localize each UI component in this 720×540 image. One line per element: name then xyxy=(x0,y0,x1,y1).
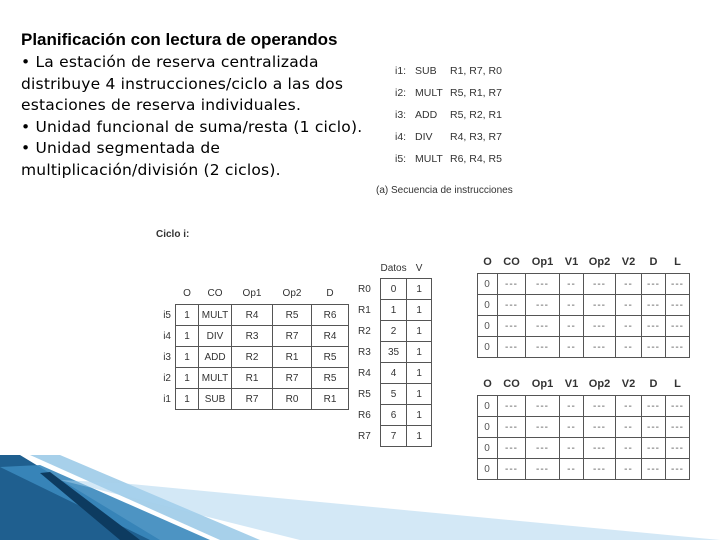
table-row xyxy=(143,347,349,368)
sequence-row xyxy=(395,87,502,109)
column-header: D xyxy=(649,256,658,268)
table-cell: --- xyxy=(498,295,526,316)
row-label: R3 xyxy=(358,346,371,358)
sequence-row xyxy=(395,131,502,153)
table-cell: --- xyxy=(498,417,526,438)
table-cell: MULT xyxy=(199,368,232,389)
table-cell: 0 xyxy=(478,396,498,417)
table-cell: --- xyxy=(642,417,666,438)
table-row xyxy=(358,426,432,447)
column-header: D xyxy=(326,287,334,299)
column-header: Op1 xyxy=(531,378,554,390)
table-cell: R3 xyxy=(232,326,273,347)
table-cell: -- xyxy=(560,274,584,295)
table-cell: R1 xyxy=(273,347,312,368)
table-cell: -- xyxy=(560,396,584,417)
table-cell: --- xyxy=(642,337,666,358)
table-cell: 4 xyxy=(381,363,407,384)
table-cell: -- xyxy=(560,316,584,337)
table-cell: --- xyxy=(526,438,560,459)
instruction-id: i3: xyxy=(395,109,407,121)
table-row xyxy=(478,316,690,337)
table-cell: --- xyxy=(584,438,616,459)
instruction-operands: R5, R2, R1 xyxy=(450,109,502,121)
table-cell: SUB xyxy=(199,389,232,410)
table-cell: 1 xyxy=(407,300,432,321)
column-header: O xyxy=(483,256,492,268)
table-cell: --- xyxy=(526,337,560,358)
column-header: L xyxy=(674,256,681,268)
table-cell: R7 xyxy=(273,326,312,347)
table-cell: -- xyxy=(616,438,642,459)
instruction-operands: R4, R3, R7 xyxy=(450,131,502,143)
table-row xyxy=(358,405,432,426)
bullet-item: • La estación de reserva centralizada distribuye 4 instrucciones/ciclo a las dos estaciones de reserva individuales. xyxy=(21,53,344,114)
table-cell: -- xyxy=(616,274,642,295)
table-cell: -- xyxy=(616,295,642,316)
table-cell: --- xyxy=(642,316,666,337)
table-cell: 1 xyxy=(176,326,199,347)
column-header: V2 xyxy=(621,378,636,390)
table-cell: 1 xyxy=(176,305,199,326)
column-header: CO xyxy=(503,256,520,268)
instruction-operands: R6, R4, R5 xyxy=(450,153,502,165)
column-header: L xyxy=(674,378,681,390)
table-cell: 1 xyxy=(381,300,407,321)
table-cell: --- xyxy=(526,316,560,337)
column-header: V xyxy=(415,262,423,274)
table-header-row xyxy=(143,282,349,305)
table-cell: --- xyxy=(666,316,690,337)
table-cell: 0 xyxy=(478,316,498,337)
row-label: i5 xyxy=(163,309,171,321)
table-row xyxy=(358,342,432,363)
table-cell: --- xyxy=(526,417,560,438)
table-cell: --- xyxy=(498,438,526,459)
column-header: O xyxy=(183,287,191,299)
table-cell: -- xyxy=(616,316,642,337)
table-cell: -- xyxy=(616,396,642,417)
table-row xyxy=(478,396,690,417)
table-cell: --- xyxy=(498,459,526,480)
table-cell: MULT xyxy=(199,305,232,326)
table-cell: R5 xyxy=(312,347,349,368)
table-cell: --- xyxy=(642,274,666,295)
table-cell: -- xyxy=(560,459,584,480)
cycle-label: Ciclo i: xyxy=(156,229,190,240)
table-cell: --- xyxy=(666,438,690,459)
table-row xyxy=(478,274,690,295)
column-header: V1 xyxy=(564,256,579,268)
row-label: R6 xyxy=(358,409,371,421)
table-cell: 1 xyxy=(407,279,432,300)
table-cell: R1 xyxy=(312,389,349,410)
table-cell: --- xyxy=(584,316,616,337)
table-cell: DIV xyxy=(199,326,232,347)
column-header: Op1 xyxy=(531,256,554,268)
table-cell: 1 xyxy=(407,405,432,426)
column-header: V1 xyxy=(564,378,579,390)
table-cell: --- xyxy=(498,316,526,337)
instruction-operands: R1, R7, R0 xyxy=(450,65,502,77)
row-label: R0 xyxy=(358,283,371,295)
table-cell: 0 xyxy=(478,337,498,358)
table-cell: -- xyxy=(616,417,642,438)
table-cell: 7 xyxy=(381,426,407,447)
table-cell: --- xyxy=(666,274,690,295)
table-cell: --- xyxy=(526,459,560,480)
row-label: i1 xyxy=(163,393,171,405)
table-cell: 1 xyxy=(407,321,432,342)
instruction-id: i5: xyxy=(395,153,407,165)
register-file-table xyxy=(358,258,432,447)
instruction-opcode: ADD xyxy=(415,109,438,121)
column-header: CO xyxy=(207,287,223,299)
table-row xyxy=(143,389,349,410)
row-label: R5 xyxy=(358,388,371,400)
table-cell: --- xyxy=(584,459,616,480)
table-row xyxy=(358,384,432,405)
table-row xyxy=(478,295,690,316)
table-cell: --- xyxy=(498,337,526,358)
table-cell: -- xyxy=(560,438,584,459)
table-cell: 0 xyxy=(478,295,498,316)
table-cell: 1 xyxy=(407,363,432,384)
table-cell: 0 xyxy=(478,438,498,459)
table-cell: 0 xyxy=(478,417,498,438)
column-header: O xyxy=(483,378,492,390)
table-cell: -- xyxy=(560,337,584,358)
row-label: R2 xyxy=(358,325,371,337)
scanned-figure xyxy=(143,55,720,495)
table-cell: --- xyxy=(584,417,616,438)
table-cell: R4 xyxy=(312,326,349,347)
table-cell: 1 xyxy=(176,347,199,368)
table-cell: -- xyxy=(560,295,584,316)
table-cell: --- xyxy=(526,295,560,316)
table-header-row xyxy=(358,258,432,279)
table-cell: 0 xyxy=(478,459,498,480)
column-header: D xyxy=(649,378,658,390)
table-cell: --- xyxy=(584,396,616,417)
table-cell: R5 xyxy=(312,368,349,389)
table-cell: --- xyxy=(666,295,690,316)
column-header: Op2 xyxy=(588,378,611,390)
row-label: R7 xyxy=(358,430,371,442)
table-cell: -- xyxy=(560,417,584,438)
bullet-item: • Unidad segmentada de multiplicación/división (2 ciclos). xyxy=(21,139,281,179)
instruction-sequence xyxy=(395,65,502,175)
table-cell: --- xyxy=(642,295,666,316)
table-cell: R0 xyxy=(273,389,312,410)
table-cell: --- xyxy=(584,337,616,358)
table-cell: 0 xyxy=(381,279,407,300)
row-label-header xyxy=(143,282,176,305)
table-row xyxy=(478,417,690,438)
table-cell: --- xyxy=(584,274,616,295)
table-cell: -- xyxy=(616,459,642,480)
table-cell: --- xyxy=(526,274,560,295)
column-header: Op2 xyxy=(282,287,302,299)
central-reservation-station-table xyxy=(143,282,349,410)
table-cell: --- xyxy=(642,438,666,459)
table-row xyxy=(358,279,432,300)
table-header-row xyxy=(478,373,690,396)
instruction-id: i4: xyxy=(395,131,407,143)
table-cell: 1 xyxy=(407,426,432,447)
instruction-opcode: MULT xyxy=(415,87,443,99)
table-cell: --- xyxy=(666,459,690,480)
table-cell: R7 xyxy=(232,389,273,410)
sequence-row xyxy=(395,153,502,175)
table-cell: --- xyxy=(666,337,690,358)
table-cell: R1 xyxy=(232,368,273,389)
table-row xyxy=(358,300,432,321)
instruction-opcode: DIV xyxy=(415,131,433,143)
instruction-opcode: SUB xyxy=(415,65,437,77)
table-cell: 2 xyxy=(381,321,407,342)
table-cell: 0 xyxy=(478,274,498,295)
table-cell: --- xyxy=(498,396,526,417)
table-cell: 1 xyxy=(176,389,199,410)
table-cell: --- xyxy=(498,274,526,295)
table-cell: R2 xyxy=(232,347,273,368)
table-cell: 35 xyxy=(381,342,407,363)
instruction-opcode: MULT xyxy=(415,153,443,165)
row-label: R4 xyxy=(358,367,371,379)
column-header: Op2 xyxy=(588,256,611,268)
table-cell: --- xyxy=(642,396,666,417)
table-row xyxy=(358,321,432,342)
table-cell: --- xyxy=(642,459,666,480)
table-cell: 1 xyxy=(176,368,199,389)
table-row xyxy=(478,337,690,358)
table-cell: 5 xyxy=(381,384,407,405)
row-label-header xyxy=(358,258,381,279)
decorative-stripes xyxy=(0,455,720,540)
column-header: CO xyxy=(503,378,520,390)
bullet-item: • Unidad funcional de suma/resta (1 ciclo). xyxy=(21,117,363,136)
instruction-id: i1: xyxy=(395,65,407,77)
row-label: i3 xyxy=(163,351,171,363)
table-row xyxy=(358,363,432,384)
column-header: Op1 xyxy=(242,287,262,299)
addsub-reservation-station-table xyxy=(477,251,690,358)
table-cell: --- xyxy=(526,396,560,417)
table-cell: --- xyxy=(584,295,616,316)
table-cell: --- xyxy=(666,396,690,417)
row-label: i4 xyxy=(163,330,171,342)
table-cell: R4 xyxy=(232,305,273,326)
table-cell: R6 xyxy=(312,305,349,326)
table-row xyxy=(143,368,349,389)
table-cell: R7 xyxy=(273,368,312,389)
table-cell: R5 xyxy=(273,305,312,326)
table-header-row xyxy=(478,251,690,274)
table-cell: --- xyxy=(666,417,690,438)
instruction-id: i2: xyxy=(395,87,407,99)
sequence-row xyxy=(395,109,502,131)
table-row xyxy=(143,305,349,326)
table-cell: 1 xyxy=(407,384,432,405)
sequence-row xyxy=(395,65,502,87)
table-cell: 6 xyxy=(381,405,407,426)
table-row xyxy=(143,326,349,347)
table-cell: -- xyxy=(616,337,642,358)
slide-title: Planificación con lectura de operandos xyxy=(21,30,338,49)
table-cell: ADD xyxy=(199,347,232,368)
instruction-operands: R5, R1, R7 xyxy=(450,87,502,99)
row-label: i2 xyxy=(163,372,171,384)
sequence-caption: (a) Secuencia de instrucciones xyxy=(376,185,513,196)
row-label: R1 xyxy=(358,304,371,316)
column-header: V2 xyxy=(621,256,636,268)
column-header: Datos xyxy=(380,262,407,274)
table-cell: 1 xyxy=(407,342,432,363)
